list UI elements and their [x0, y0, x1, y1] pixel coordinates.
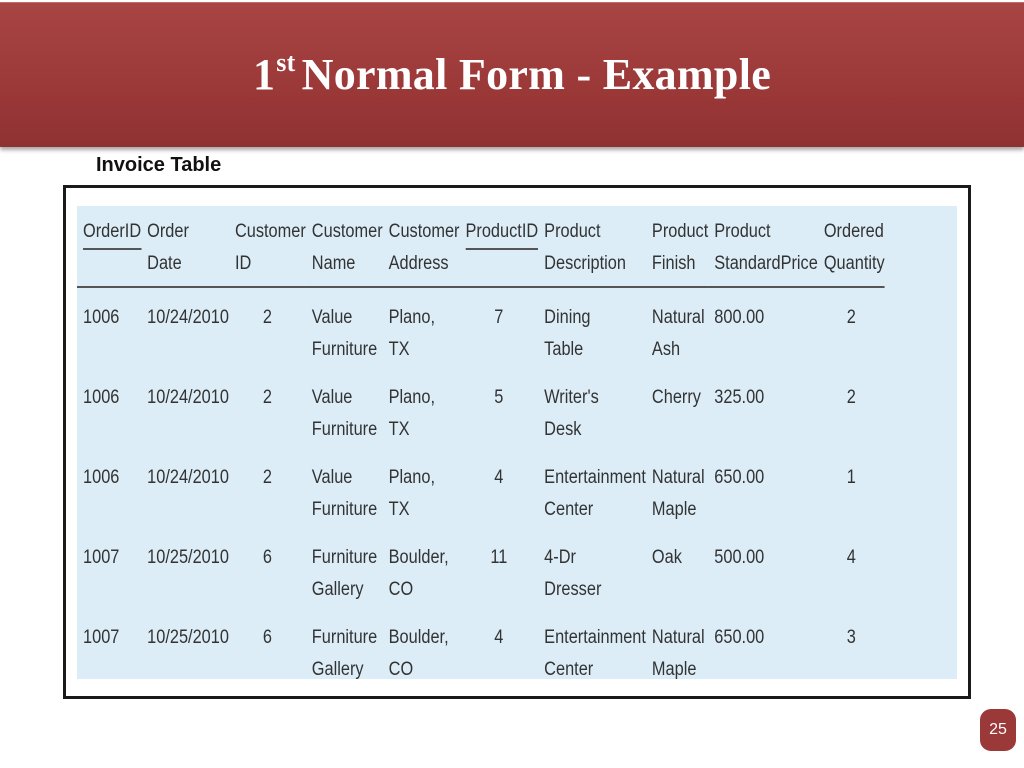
cell-ordered-quantity: 1	[846, 467, 856, 488]
cell-order-date: 10/24/2010	[147, 307, 229, 328]
cell-product-description: Entertainment Center	[544, 627, 646, 680]
cell-product-id: 4	[494, 627, 504, 648]
table-row	[77, 287, 885, 370]
cell-customer-name: Value Furniture	[311, 307, 378, 360]
cell-customer-name: Value Furniture	[311, 467, 378, 520]
cell-product-id: 7	[494, 307, 504, 328]
cell-product-finish: Natural Ash	[651, 307, 705, 360]
column-header-customer-id: Customer ID	[234, 221, 306, 274]
cell-customer-address: Plano, TX	[388, 307, 435, 360]
cell-ordered-quantity: 4	[846, 547, 856, 568]
cell-customer-name: Value Furniture	[311, 387, 378, 440]
invoice-table-frame	[63, 185, 971, 699]
column-header-product-description: Product Description	[544, 221, 626, 274]
cell-ordered-quantity: 2	[846, 387, 856, 408]
table-row	[77, 610, 885, 690]
column-header-customer-name: Customer Name	[311, 221, 383, 274]
column-header-ordered-quantity: Ordered Quantity	[823, 221, 885, 274]
column-header-customer-address: Customer Address	[388, 221, 460, 274]
cell-customer-address: Plano, TX	[388, 467, 435, 520]
table-row	[77, 530, 885, 610]
cell-product-standard-price: 500.00	[714, 547, 765, 568]
cell-product-id: 11	[490, 547, 508, 568]
title-bar	[0, 2, 1024, 147]
table-row	[77, 450, 885, 530]
cell-product-description: Writer's Desk	[544, 387, 599, 440]
cell-product-description: Dining Table	[544, 307, 591, 360]
cell-order-id: 1006	[83, 307, 120, 328]
cell-order-date: 10/25/2010	[147, 627, 229, 648]
cell-product-description: Entertainment Center	[544, 467, 646, 520]
invoice-table-background	[77, 206, 957, 679]
cell-product-finish: Oak	[651, 547, 682, 568]
cell-customer-id: 6	[262, 547, 272, 568]
cell-ordered-quantity: 2	[846, 307, 856, 328]
cell-customer-id: 2	[262, 467, 272, 488]
title-number: 1	[252, 50, 276, 99]
cell-customer-name: Furniture Gallery	[311, 547, 378, 600]
slide-title	[253, 48, 771, 100]
cell-order-date: 10/24/2010	[147, 467, 229, 488]
page-number-badge: 25	[980, 709, 1016, 751]
cell-customer-name: Furniture Gallery	[311, 627, 378, 680]
cell-product-finish: Cherry	[651, 387, 701, 408]
cell-order-id: 1006	[83, 467, 120, 488]
cell-customer-address: Plano, TX	[388, 387, 435, 440]
cell-product-standard-price: 800.00	[714, 307, 765, 328]
table-header-row	[77, 206, 885, 287]
cell-product-description: 4-Dr Dresser	[544, 547, 602, 600]
cell-order-id: 1007	[83, 547, 120, 568]
cell-product-id: 5	[494, 387, 504, 408]
cell-product-finish: Natural Maple	[651, 627, 705, 680]
cell-customer-id: 6	[262, 627, 272, 648]
column-header-product-standard-price: Product StandardPrice	[714, 221, 818, 274]
invoice-table	[77, 206, 885, 690]
column-header-order-date: Order Date	[147, 221, 189, 274]
title-text: Normal Form - Example	[301, 50, 772, 99]
cell-product-standard-price: 650.00	[714, 627, 765, 648]
cell-customer-address: Boulder, CO	[388, 627, 449, 680]
column-header-product-finish: Product Finish	[651, 221, 709, 274]
cell-product-finish: Natural Maple	[651, 467, 705, 520]
column-header-order-id: OrderID	[77, 206, 141, 287]
title-ordinal-suffix: st	[276, 48, 296, 77]
cell-customer-id: 2	[262, 387, 272, 408]
cell-order-id: 1007	[83, 627, 120, 648]
cell-order-id: 1006	[83, 387, 120, 408]
table-caption: Invoice Table	[96, 154, 222, 176]
table-row	[77, 370, 885, 450]
cell-order-date: 10/25/2010	[147, 547, 229, 568]
cell-customer-id: 2	[262, 307, 272, 328]
cell-customer-address: Boulder, CO	[388, 547, 449, 600]
cell-product-id: 4	[494, 467, 504, 488]
cell-product-standard-price: 650.00	[714, 467, 765, 488]
cell-order-date: 10/24/2010	[147, 387, 229, 408]
cell-product-standard-price: 325.00	[714, 387, 765, 408]
column-header-product-id: ProductID	[459, 206, 538, 287]
cell-ordered-quantity: 3	[846, 627, 856, 648]
